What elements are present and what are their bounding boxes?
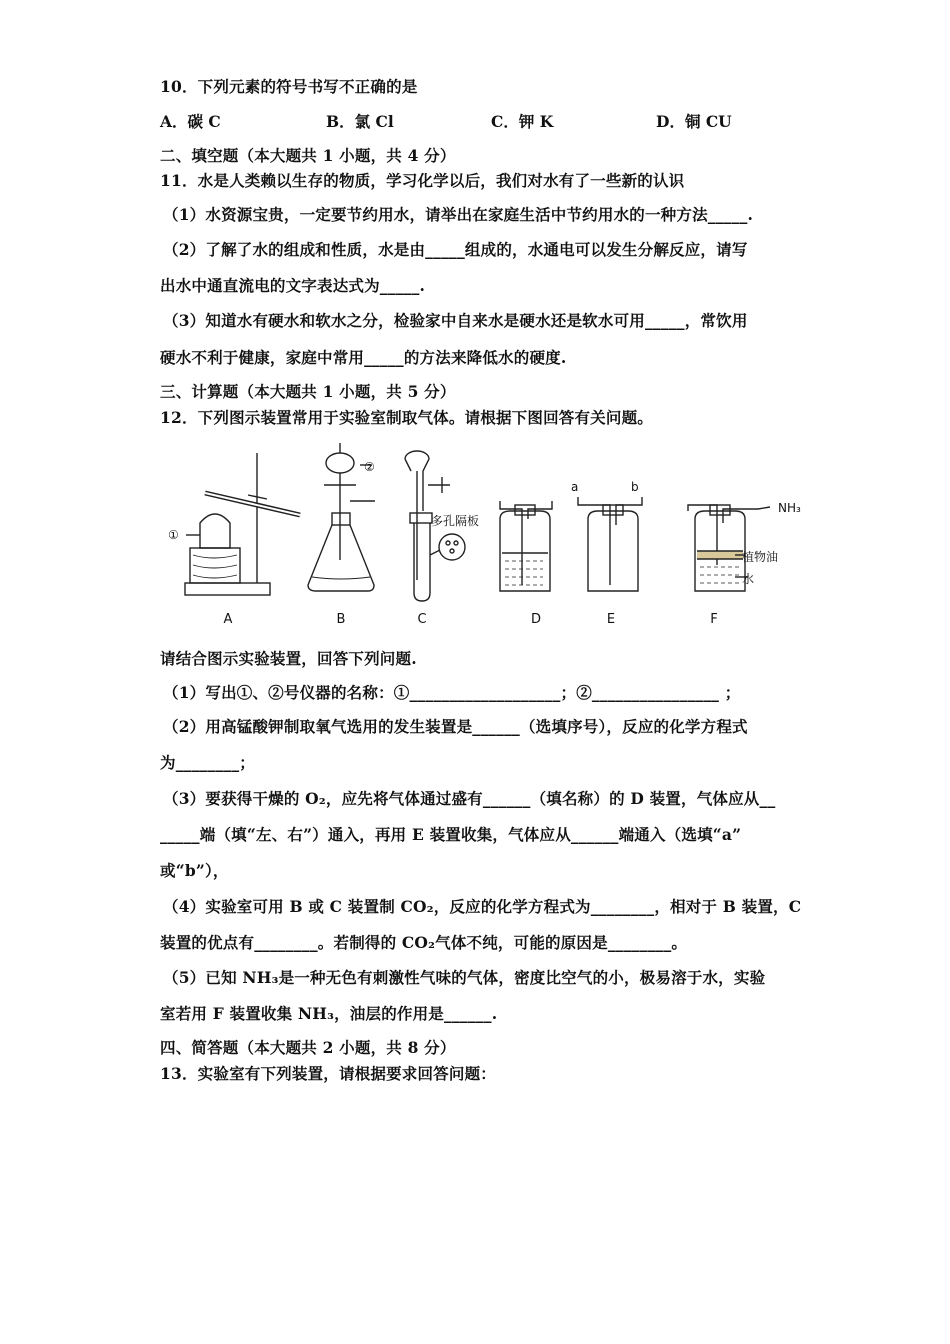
apparatus-d bbox=[500, 501, 552, 591]
label-port-a: a bbox=[571, 480, 579, 494]
label-circle-2: ② bbox=[364, 460, 375, 474]
q11-part-2a: （2）了解了水的组成和性质，水是由_____组成的，水通电可以发生分解反应，请写 bbox=[163, 240, 748, 259]
label-f: F bbox=[710, 612, 718, 627]
q10-option-a: A．碳 C bbox=[160, 112, 221, 131]
q13-stem: 13．实验室有下列装置，请根据要求回答问题： bbox=[160, 1064, 496, 1083]
q10-option-c: C．钾 K bbox=[491, 112, 554, 131]
label-port-b: b bbox=[631, 480, 639, 494]
q12-part-1: （1）写出①、②号仪器的名称：①___________________；②________________ ； bbox=[163, 683, 741, 702]
q11-part-3b: 硬水不利于健康，家庭中常用_____的方法来降低水的硬度. bbox=[160, 348, 567, 367]
q12-part-5b: 室若用 F 装置收集 NH₃，油层的作用是______. bbox=[160, 1004, 498, 1023]
q11-part-1: （1）水资源宝贵，一定要节约用水，请举出在家庭生活中节约用水的一种方法_____. bbox=[163, 205, 754, 224]
apparatus-figure bbox=[160, 435, 810, 635]
q12-part-4b: 装置的优点有________。若制得的 CO₂气体不纯，可能的原因是________。 bbox=[160, 933, 688, 952]
q12-stem: 12．下列图示装置常用于实验室制取气体。请根据下图回答有关问题。 bbox=[160, 408, 653, 427]
q12-part-4a: （4）实验室可用 B 或 C 装置制 CO₂，反应的化学方程式为________，相对于 B 装置，C bbox=[163, 897, 802, 916]
label-c: C bbox=[417, 612, 427, 627]
label-oil: 植物油 bbox=[742, 550, 779, 564]
q10-option-d: D．铜 CU bbox=[656, 112, 732, 131]
label-d: D bbox=[530, 612, 542, 627]
q11-stem: 11．水是人类赖以生存的物质，学习化学以后，我们对水有了一些新的认识 bbox=[160, 171, 685, 190]
section-2-title: 二、填空题（本大题共 1 小题，共 4 分） bbox=[160, 146, 456, 165]
section-3-title: 三、计算题（本大题共 1 小题，共 5 分） bbox=[160, 382, 456, 401]
q12-part-3b: _____端（填“左、右”）通入，再用 E 装置收集，气体应从______端通入（选填“a” bbox=[160, 825, 742, 844]
q10-stem: 10．下列元素的符号书写不正确的是 bbox=[160, 77, 418, 96]
label-b: B bbox=[336, 612, 346, 627]
label-a: A bbox=[223, 612, 233, 627]
q12-part-2a: （2）用高锰酸钾制取氧气选用的发生装置是______（选填序号），反应的化学方程式 bbox=[163, 717, 748, 736]
q12-part-2b: 为________； bbox=[160, 753, 256, 772]
q11-part-3a: （3）知道水有硬水和软水之分，检验家中自来水是硬水还是软水可用_____，常饮用 bbox=[163, 311, 748, 330]
q11-part-2b: 出水中通直流电的文字表达式为_____. bbox=[160, 276, 426, 295]
label-e: E bbox=[606, 612, 616, 627]
q12-part-5a: （5）已知 NH₃是一种无色有刺激性气味的气体，密度比空气的小，极易溶于水，实验 bbox=[163, 968, 766, 987]
label-nh3: NH₃ bbox=[778, 501, 801, 515]
label-water: 水 bbox=[742, 572, 755, 586]
q12-part-3c: 或“b”）， bbox=[160, 861, 229, 880]
apparatus-a bbox=[185, 453, 300, 595]
label-circle-1: ① bbox=[168, 528, 179, 542]
label-porous-plate: 多孔隔板 bbox=[431, 514, 480, 528]
apparatus-f bbox=[688, 505, 770, 591]
q12-intro: 请结合图示实验装置，回答下列问题. bbox=[160, 649, 417, 668]
q10-option-b: B．氯 Cl bbox=[326, 112, 394, 131]
apparatus-e bbox=[578, 497, 642, 591]
section-4-title: 四、简答题（本大题共 2 小题，共 8 分） bbox=[160, 1038, 456, 1057]
q12-part-3a: （3）要获得干燥的 O₂，应先将气体通过盛有______（填名称）的 D 装置，气体应从__ bbox=[163, 789, 776, 808]
